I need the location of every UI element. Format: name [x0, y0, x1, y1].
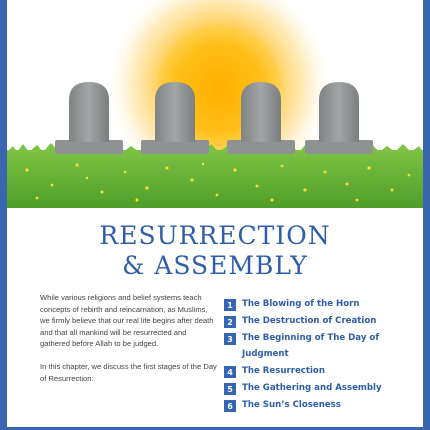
toc-number-badge: 6: [224, 400, 236, 412]
toc-item[interactable]: [224, 399, 424, 413]
toc-item[interactable]: [224, 332, 424, 362]
chapter-title-line2: & ASSEMBLY: [122, 251, 308, 280]
grass-field: [7, 150, 423, 208]
toc-item-label: The Gathering and Assembly: [242, 383, 382, 393]
toc-number-badge: 4: [224, 366, 236, 378]
toc-number-badge: 5: [224, 383, 236, 395]
toc-item-label: The Beginning of The Day of Judgment: [242, 333, 380, 359]
toc-item-label: The Resurrection: [242, 366, 325, 376]
page-border-left: [0, 0, 7, 430]
toc-number-badge: 1: [224, 299, 236, 311]
toc-number-badge: 2: [224, 316, 236, 328]
toc-item-label: The Destruction of Creation: [242, 316, 377, 326]
page-border-right: [423, 0, 430, 430]
intro-paragraph: In this chapter, we discuss the first stages of the Day of Resurrection:: [40, 361, 217, 383]
toc-item[interactable]: [224, 382, 424, 396]
intro-paragraph: While various religions and belief systems teach concepts of rebirth and reincarnation, as Muslims, we firmly believe that our real life begins after death and that all mankind will be resurrected and gathered before Allah to be judged.: [40, 293, 214, 349]
toc-item[interactable]: [224, 365, 424, 379]
toc-item[interactable]: [224, 315, 424, 329]
table-of-contents: [224, 298, 424, 416]
hero-illustration: [7, 0, 423, 208]
toc-item[interactable]: [224, 298, 424, 312]
toc-item-label: The Sun’s Closeness: [242, 400, 341, 410]
toc-item-label: The Blowing of the Horn: [242, 299, 360, 309]
toc-number-badge: 3: [224, 333, 236, 345]
intro-text: [40, 292, 218, 395]
chapter-title-line1: RESURRECTION: [99, 221, 331, 250]
